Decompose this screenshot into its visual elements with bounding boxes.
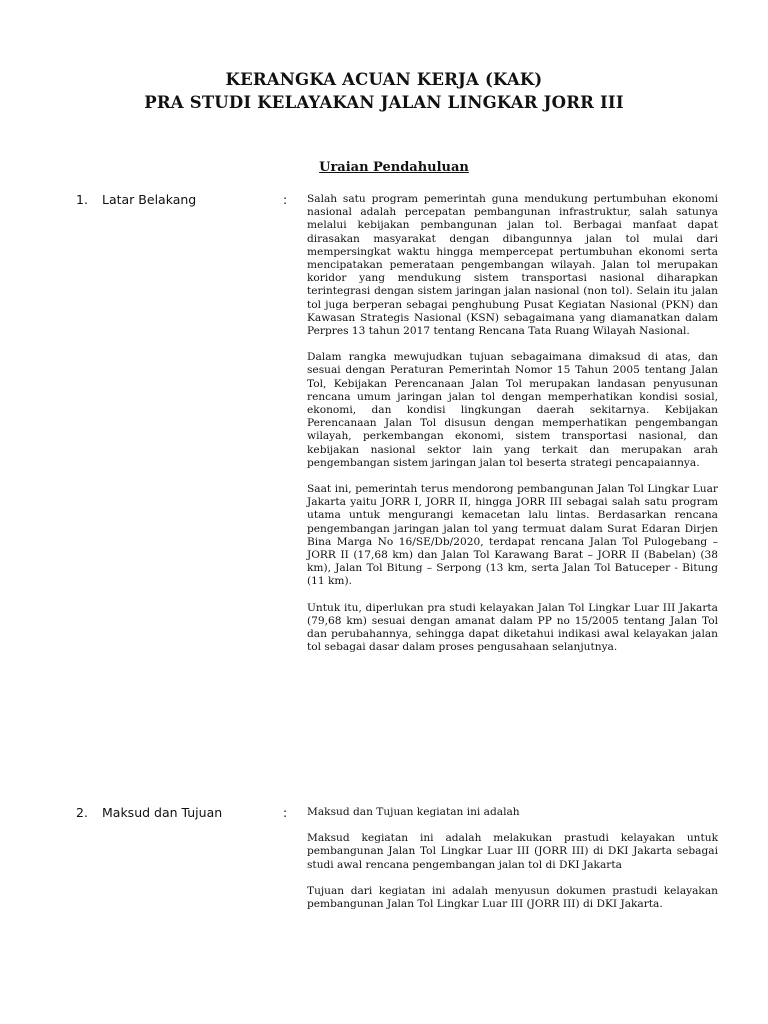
section-heading: Uraian Pendahuluan — [319, 160, 469, 175]
section-2-label: Maksud dan Tujuan — [102, 805, 223, 820]
section-2-colon: : — [283, 805, 288, 820]
section-2-paragraph: Tujuan dari kegiatan ini adalah menyusun dokumen prastudi kelayakan pembangunan Jalan Tol Lingkar Luar III (JORR III) di DKI Jakarta. — [307, 884, 718, 911]
document-subtitle: PRA STUDI KELAYAKAN JALAN LINGKAR JORR III — [144, 93, 624, 112]
section-1-label: Latar Belakang — [102, 192, 197, 207]
document-title: KERANGKA ACUAN KERJA (KAK) — [225, 70, 543, 89]
section-2-paragraph: Maksud dan Tujuan kegiatan ini adalah — [307, 806, 520, 818]
section-2-number: 2. — [76, 805, 88, 820]
section-1-content — [307, 193, 718, 668]
section-1-paragraph: Salah satu program pemerintah guna mendukung pertumbuhan ekonomi nasional adalah percepatan pembangunan infrastruktur, salah satunya melalui kebijakan pembangunan jalan tol. Berbagai manfaat dapat dirasakan masyarakat dengan dibangunnya jalan tol mulai dari mempersingkat waktu hingga mempercepat pertumbuhan ekonomi serta mencipatakan pemerataan pengembangan wilayah. Jalan tol merupakan koridor yang mendukung sistem transportasi nasional diharapkan terintegrasi dengan sistem jaringan jalan nasional (non tol). Selain itu jalan tol juga berperan sebagai penghubung Pusat Kegiatan Nasional (PKN) dan Kawasan Strategis Nasional (KSN) sebagaimana yang diamanatkan dalam Perpres 13 tahun 2017 tentang Rencana Tata Ruang Wilayah Nasional. — [307, 193, 718, 338]
section-1-paragraph: Dalam rangka mewujudkan tujuan sebagaimana dimaksud di atas, dan sesuai dengan Peraturan Pemerintah Nomor 15 Tahun 2005 tentang Jalan Tol, Kebijakan Perencanaan Jalan Tol merupakan landasan penyusunan rencana umum jaringan jalan tol dengan memperhatikan kondisi sosial, ekonomi, dan kondisi lingkungan daerah sekitarnya. Kebijakan Perencanaan Jalan Tol disusun dengan memperhatikan pengembangan wilayah, perkembangan ekonomi, sistem transportasi nasional, dan kebijakan nasional sektor lain yang terkait dan merupakan arah pengembangan sistem jaringan jalan tol beserta strategi pencapaiannya. — [307, 351, 718, 469]
section-2-content — [307, 806, 718, 924]
section-1-number: 1. — [76, 192, 88, 207]
section-1-paragraph: Untuk itu, diperlukan pra studi kelayakan Jalan Tol Lingkar Luar III Jakarta (79,68 km) sesuai dengan amanat dalam PP no 15/2005 tentang Jalan Tol dan perubahannya, sehingga dapat diketahui indikasi awal kelayakan jalan tol sebagai dasar dalam proses pengusahaan selanjutnya. — [307, 601, 718, 654]
section-2-paragraph: Maksud kegiatan ini adalah melakukan prastudi kelayakan untuk pembangunan Jalan Tol Lingkar Luar III (JORR III) di DKI Jakarta sebagai studi awal rencana pengembangan jalan tol di DKI Jakarta — [307, 832, 718, 871]
section-1-paragraph: Saat ini, pemerintah terus mendorong pembangunan Jalan Tol Lingkar Luar Jakarta yaitu JORR I, JORR II, hingga JORR III sebagai salah satu program utama untuk mengurangi kemacetan lalu lintas. Berdasarkan rencana pengembangan jaringan jalan tol yang termuat dalam Surat Edaran Dirjen Bina Marga No 16/SE/Db/2020, terdapat rencana Jalan Tol Pulogebang – JORR II (17,68 km) dan Jalan Tol Karawang Barat – JORR II (Babelan) (38 km), Jalan Tol Bitung – Serpong (13 km, serta Jalan Tol Batuceper - Bitung (11 km). — [307, 483, 718, 588]
section-1-colon: : — [283, 192, 288, 207]
